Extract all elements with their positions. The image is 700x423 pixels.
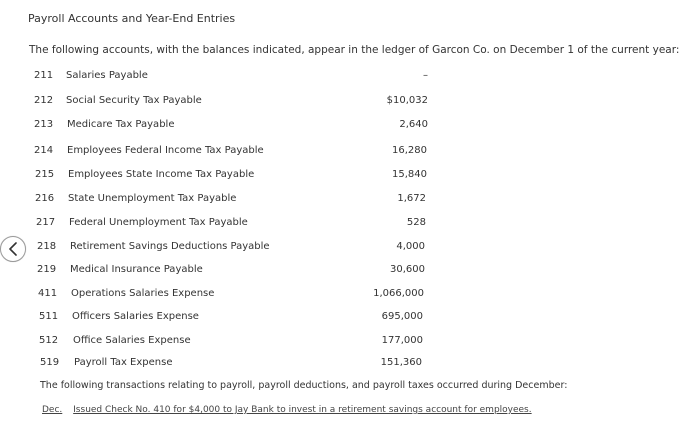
account-name: Employees State Income Tax Payable bbox=[68, 169, 255, 180]
account-number: 411 bbox=[38, 288, 58, 299]
account-name: Social Security Tax Payable bbox=[66, 95, 202, 106]
ledger-row bbox=[0, 311, 700, 327]
account-balance: 695,000 bbox=[381, 311, 423, 322]
account-balance: 151,360 bbox=[380, 357, 422, 368]
account-balance: 1,672 bbox=[397, 193, 426, 204]
ledger-row bbox=[0, 95, 700, 111]
account-balance: 2,640 bbox=[399, 119, 428, 130]
intro-text: The following accounts, with the balances indicated, appear in the ledger of Garcon Co. on December 1 of the current year: bbox=[29, 44, 680, 56]
ledger-row bbox=[0, 169, 700, 185]
back-button[interactable] bbox=[0, 236, 26, 262]
account-name: State Unemployment Tax Payable bbox=[68, 193, 237, 204]
transaction-line bbox=[42, 405, 532, 415]
account-name: Payroll Tax Expense bbox=[74, 357, 173, 368]
account-number: 211 bbox=[34, 70, 54, 81]
transaction-text: Issued Check No. 410 for $4,000 to Jay Bank to invest in a retirement savings account for employees. bbox=[73, 405, 532, 415]
account-number: 512 bbox=[39, 335, 59, 346]
ledger-row bbox=[0, 241, 700, 257]
account-name: Office Salaries Expense bbox=[73, 335, 191, 346]
account-number: 215 bbox=[35, 169, 55, 180]
account-name: Retirement Savings Deductions Payable bbox=[70, 241, 270, 252]
ledger-row bbox=[0, 145, 700, 161]
ledger-row bbox=[0, 193, 700, 209]
account-balance: 1,066,000 bbox=[373, 288, 424, 299]
account-name: Medical Insurance Payable bbox=[70, 264, 203, 275]
account-name: Employees Federal Income Tax Payable bbox=[67, 145, 264, 156]
account-name: Federal Unemployment Tax Payable bbox=[69, 217, 248, 228]
account-balance: $10,032 bbox=[386, 95, 428, 106]
account-balance: 177,000 bbox=[381, 335, 423, 346]
account-name: Officers Salaries Expense bbox=[72, 311, 199, 322]
account-number: 217 bbox=[36, 217, 56, 228]
account-number: 218 bbox=[37, 241, 57, 252]
account-number: 213 bbox=[34, 119, 54, 130]
page-title: Payroll Accounts and Year-End Entries bbox=[28, 12, 236, 25]
account-number: 519 bbox=[40, 357, 60, 368]
account-balance: – bbox=[423, 70, 428, 81]
account-balance: 16,280 bbox=[392, 145, 427, 156]
ledger-row bbox=[0, 264, 700, 280]
ledger-row bbox=[0, 70, 700, 86]
ledger-row bbox=[0, 217, 700, 233]
account-name: Medicare Tax Payable bbox=[67, 119, 175, 130]
account-number: 216 bbox=[35, 193, 55, 204]
account-balance: 4,000 bbox=[396, 241, 425, 252]
ledger-row bbox=[0, 119, 700, 135]
account-number: 511 bbox=[39, 311, 59, 322]
ledger-row bbox=[0, 288, 700, 304]
account-number: 219 bbox=[37, 264, 57, 275]
ledger-row bbox=[0, 357, 700, 373]
account-name: Salaries Payable bbox=[66, 70, 148, 81]
account-name: Operations Salaries Expense bbox=[71, 288, 215, 299]
account-number: 212 bbox=[34, 95, 54, 106]
transactions-intro: The following transactions relating to payroll, payroll deductions, and payroll taxes occurred during December: bbox=[40, 380, 568, 391]
account-balance: 528 bbox=[406, 217, 426, 228]
account-number: 214 bbox=[34, 145, 54, 156]
transaction-month: Dec. bbox=[42, 405, 63, 415]
ledger-row bbox=[0, 335, 700, 351]
chevron-left-icon bbox=[7, 242, 19, 256]
account-balance: 15,840 bbox=[392, 169, 427, 180]
account-balance: 30,600 bbox=[390, 264, 425, 275]
